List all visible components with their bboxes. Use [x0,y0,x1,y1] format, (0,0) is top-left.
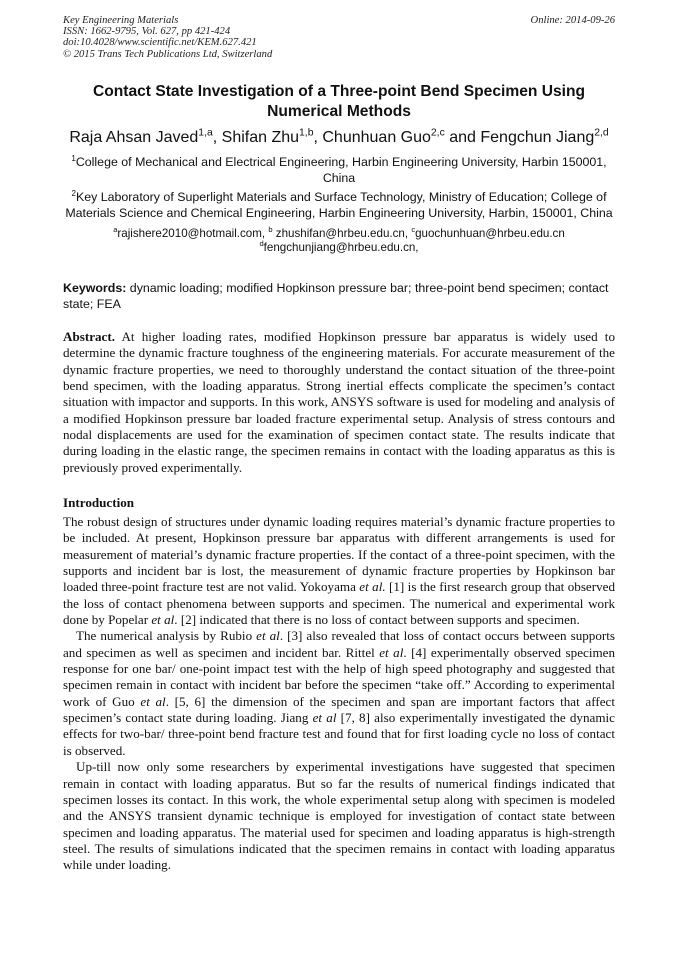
separator: and [444,129,481,146]
text-run: The robust design of structures under dynamic loading requires material’s dynamic fracture properties to be included. At present, Hopkinson pressure bar apparatus with different arrangements is used for measurement of material’s dynamic fracture properties. If the contact of a three-point specimen, with the supports and incident bar is lost, the measurement of dynamic fracture properties by Hopkinson bar loaded three-point fracture test are not valid. Yokoyama [63,514,615,595]
introduction-body [63,514,615,874]
journal-name: Key Engineering Materials [63,15,179,26]
email: zhushifan@hrbeu.edu.cn, [272,227,412,240]
italic-text: et al. [359,579,386,595]
author-list [63,128,615,148]
journal-header [63,15,272,60]
paper-title: Contact State Investigation of a Three-point Bend Specimen Using Numerical Methods [92,83,586,120]
affiliation-text: College of Mechanical and Electrical Engineering, Harbin Engineering University, Harbin 150001, China [75,155,607,185]
email-sup: a [113,225,118,235]
paragraph [63,628,615,759]
email: guochunhuan@hrbeu.edu.cn [415,227,565,240]
paragraph [63,514,615,628]
keywords-text: dynamic loading; modified Hopkinson pressure bar; three-point bend specimen; contact state; FEA [63,281,609,311]
email: rajishere2010@hotmail.com, [117,227,269,240]
text-run: [7, 8] also experimentally investigated the dynamic effects for two-bar/ three-point bend fracture test and found that for first loading cycle no loss of contact is observed. [63,710,615,758]
doi: doi:10.4028/www.scientific.net/KEM.627.421 [63,37,257,49]
email-sup: b [268,225,273,235]
author-sup: 2,d [594,127,609,139]
email: fengchunjiang@hrbeu.edu.cn, [263,240,419,254]
text-run: . [5, 6] the dimension of the specimen and span are important factors that affect specimen’s contact state during loading. Jiang [63,693,615,726]
text-run: . [2] indicated that there is no loss of contact between supports and specimen. [174,612,580,628]
affiliation-text: Key Laboratory of Superlight Materials and Surface Technology, Ministry of Education; College of Materials Science and Chemical Engineering, Harbin Engineering University, Harbin, 150001, China [65,190,613,220]
text-run: . [4] experimentally observed specimen response for one bar/ one-point impact test with the help of high speed photography and suggested that specimen remain in contact with incident bar before the specimen “take off.” According to experimental work of Guo [63,644,615,709]
text-run: [1] is the first research group that observed the loss of contact phenomena between supports and specimen. The numerical and experimental work done by Popelar [63,579,615,628]
affiliation-sup: 1 [71,153,76,163]
affiliation-2 [58,189,620,221]
text-run: Up-till now only some researchers by experimental investigations have suggested that specimen remain in contact with loading apparatus. But so far the results of numerical findings indicated that specimen losses its contact. In this work, the whole experimental setup along with specimen is modeled and the ANSYS transient dynamic technique is employed for investigation of contact state between specimen and loading apparatus. The material used for specimen and loading apparatus is high-strength steel. The results of simulations indicated that the specimen remains in contact with loading apparatus while under loading. [63,759,615,873]
email-sup: c [411,225,416,235]
author-sup: 1,a [198,127,213,139]
italic-text: et al [140,693,166,709]
keywords-label: Keywords: [63,281,127,295]
email-sup: d [259,238,264,248]
online-date: Online: 2014-09-26 [530,15,615,26]
keywords [63,280,615,312]
author-name: Chunhuan Guo [322,129,431,146]
italic-text: et al [379,644,404,660]
text-run: . [3] also revealed that loss of contact occurs between supports and specimen as well as specimen and incident bar. Rittel [63,628,615,660]
author-name: Raja Ahsan Javed [69,129,199,146]
author-name: Shifan Zhu [221,129,300,146]
affiliation-1 [58,154,620,186]
paragraph [63,759,615,873]
abstract-text: At higher loading rates, modified Hopkinson pressure bar apparatus is widely used to determine the dynamic fracture toughness of the engineering materials. For accurate measurement of the dynamic fracture properties, we need to thoroughly understand the contact situation of the three-point bend specimen, with the loading apparatus. Strong inertial effects complicate the specimen’s contact situation with impactor and supports. In this work, ANSYS software is used for modeling and analysis of a modified Hopkinson pressure bar loaded fracture experimental setup. Analysis of stress contours and nodal displacements are used for the examination of specimen contact state. The results indicate that during loading in the elastic range, the specimen remains in contact with the loading apparatus as this is previously proved experimentally. [63,329,615,475]
separator: , [212,129,222,146]
author-sup: 1,b [299,127,314,139]
italic-text: et al [256,628,280,644]
abstract [63,329,615,476]
copyright: © 2015 Trans Tech Publications Ltd, Switzerland [63,48,273,60]
separator: , [313,129,323,146]
email-list [63,227,615,254]
author-name: Fengchun Jiang [480,129,595,146]
italic-text: et al [151,612,175,628]
issn: ISSN: 1662-9795, Vol. 627, pp 421-424 [63,26,231,38]
section-heading-introduction: Introduction [63,495,135,510]
affiliation-sup: 2 [71,188,76,198]
italic-text: et al [312,710,337,726]
author-sup: 2,c [430,127,445,139]
text-run: The numerical analysis by Rubio [76,628,257,644]
abstract-label: Abstract. [63,329,115,344]
